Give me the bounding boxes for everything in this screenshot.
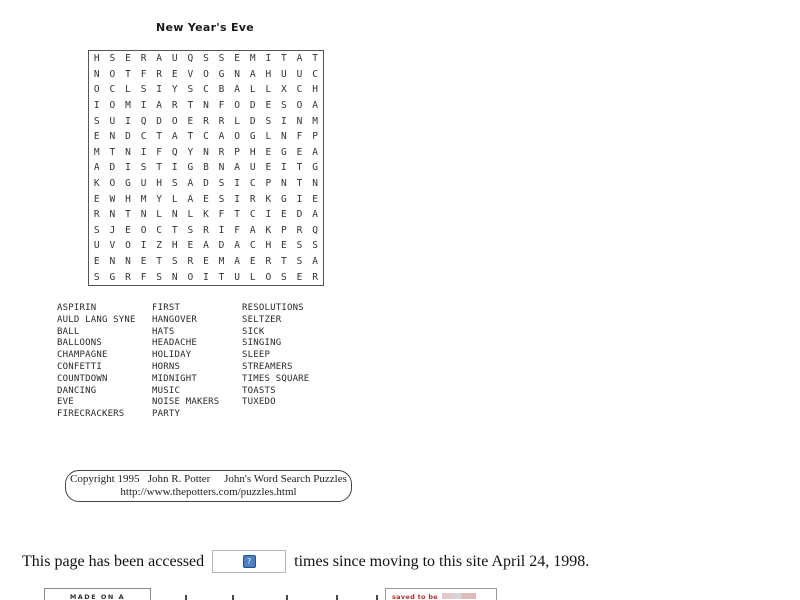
- grid-cell: A: [312, 209, 318, 221]
- grid-cell: N: [109, 131, 116, 143]
- grid-row: [89, 129, 323, 145]
- grid-cell: I: [171, 162, 178, 174]
- grid-cell: N: [312, 178, 318, 190]
- grid-cell: N: [125, 146, 131, 158]
- grid-cell: I: [203, 271, 209, 283]
- grid-cell: O: [140, 224, 147, 236]
- grid-cell: T: [218, 271, 225, 283]
- grid-cell: E: [265, 162, 272, 174]
- grid-cell: E: [171, 68, 178, 80]
- grid-cell: E: [265, 100, 272, 112]
- grid-cell: I: [140, 240, 147, 252]
- grid-cell: D: [218, 240, 225, 252]
- grid-cell: G: [187, 162, 194, 174]
- grid-cell: S: [203, 53, 209, 65]
- grid-cell: S: [93, 271, 100, 283]
- grid-cell: E: [125, 224, 131, 236]
- grid-row: [89, 145, 323, 161]
- grid-cell: A: [296, 53, 303, 65]
- grid-cell: T: [156, 131, 163, 143]
- grid-cell: N: [109, 256, 116, 268]
- grid-cell: S: [312, 240, 318, 252]
- grid-cell: Q: [171, 146, 178, 158]
- grid-cell: C: [203, 131, 209, 143]
- grid-cell: S: [281, 100, 287, 112]
- word-list-item: PARTY: [152, 409, 181, 420]
- grid-cell: Y: [187, 146, 194, 158]
- grid-cell: I: [281, 162, 287, 174]
- grid-cell: B: [218, 84, 225, 96]
- made-on-a-badge-label: MADE ON A: [69, 593, 126, 600]
- grid-cell: E: [140, 256, 147, 268]
- word-list-item: BALLOONS: [57, 338, 102, 349]
- grid-cell: E: [93, 256, 100, 268]
- grid-cell: D: [249, 100, 256, 112]
- grid-cell: S: [171, 256, 178, 268]
- grid-cell: O: [203, 68, 209, 80]
- grid-cell: G: [281, 193, 287, 205]
- grid-row: [89, 223, 323, 239]
- grid-cell: N: [234, 68, 240, 80]
- grid-cell: M: [125, 100, 131, 112]
- grid-row: [89, 82, 323, 98]
- grid-cell: R: [203, 115, 209, 127]
- grid-cell: R: [93, 209, 100, 221]
- grid-row: [89, 51, 323, 67]
- grid-cell: D: [125, 131, 131, 143]
- grid-cell: E: [265, 146, 272, 158]
- grid-cell: N: [218, 162, 225, 174]
- grid-cell: E: [281, 240, 287, 252]
- word-search-grid: [88, 50, 324, 286]
- grid-cell: U: [234, 271, 240, 283]
- badge-extra-marks: [442, 593, 476, 599]
- grid-row: [89, 67, 323, 83]
- grid-cell: I: [265, 53, 272, 65]
- grid-cell: O: [125, 240, 131, 252]
- word-list-item: RESOLUTIONS: [242, 303, 304, 313]
- grid-row: [89, 254, 323, 270]
- grid-cell: H: [265, 240, 272, 252]
- grid-cell: A: [156, 53, 163, 65]
- right-footer-badge-label: saved to be: [392, 593, 439, 600]
- grid-cell: S: [171, 178, 178, 190]
- word-list-item: MUSIC: [152, 385, 181, 396]
- grid-cell: H: [249, 146, 256, 158]
- grid-cell: I: [281, 115, 287, 127]
- grid-cell: E: [93, 193, 100, 205]
- grid-cell: K: [93, 178, 100, 190]
- grid-cell: S: [296, 240, 303, 252]
- copyright-url: http://www.thepotters.com/puzzles.html: [120, 486, 297, 498]
- grid-cell: T: [171, 224, 178, 236]
- grid-cell: I: [265, 209, 272, 221]
- grid-cell: L: [249, 84, 256, 96]
- grid-cell: L: [187, 209, 194, 221]
- grid-cell: I: [296, 193, 303, 205]
- grid-cell: Z: [156, 240, 163, 252]
- clipped-text-mark: [376, 595, 378, 600]
- grid-cell: T: [281, 256, 287, 268]
- grid-cell: N: [296, 115, 303, 127]
- grid-cell: G: [125, 178, 131, 190]
- grid-cell: L: [265, 131, 272, 143]
- grid-cell: P: [234, 146, 240, 158]
- grid-cell: T: [109, 146, 116, 158]
- word-list-item: DANCING: [57, 385, 97, 396]
- grid-cell: I: [140, 100, 147, 112]
- grid-cell: A: [234, 162, 240, 174]
- grid-cell: E: [249, 256, 256, 268]
- grid-cell: G: [218, 68, 225, 80]
- grid-cell: H: [312, 84, 318, 96]
- grid-cell: U: [296, 68, 303, 80]
- grid-cell: T: [234, 209, 240, 221]
- grid-cell: E: [281, 209, 287, 221]
- grid-cell: T: [296, 162, 303, 174]
- grid-cell: R: [140, 53, 147, 65]
- grid-cell: O: [109, 178, 116, 190]
- grid-cell: R: [203, 224, 209, 236]
- grid-cell: N: [281, 131, 287, 143]
- grid-row: [89, 191, 323, 207]
- grid-cell: H: [156, 178, 163, 190]
- grid-cell: K: [265, 193, 272, 205]
- grid-cell: M: [93, 146, 100, 158]
- grid-row: [89, 160, 323, 176]
- grid-row: [89, 98, 323, 114]
- grid-cell: D: [249, 115, 256, 127]
- grid-cell: A: [218, 131, 225, 143]
- grid-cell: H: [171, 240, 178, 252]
- grid-row: [89, 176, 323, 192]
- grid-cell: N: [171, 271, 178, 283]
- clipped-text-mark: [286, 595, 288, 600]
- grid-cell: Q: [187, 53, 194, 65]
- grid-cell: T: [281, 53, 287, 65]
- grid-cell: T: [125, 209, 131, 221]
- grid-cell: E: [234, 53, 240, 65]
- grid-cell: A: [187, 178, 194, 190]
- grid-cell: T: [125, 68, 131, 80]
- grid-cell: E: [187, 240, 194, 252]
- grid-cell: P: [312, 131, 318, 143]
- grid-cell: R: [312, 271, 318, 283]
- grid-cell: N: [125, 256, 131, 268]
- right-footer-badge[interactable]: [385, 588, 497, 600]
- grid-cell: G: [281, 146, 287, 158]
- broken-image-icon: ?: [243, 555, 256, 568]
- grid-cell: F: [234, 224, 240, 236]
- grid-cell: A: [93, 162, 100, 174]
- word-list-item: HEADACHE: [152, 338, 197, 349]
- grid-cell: Y: [171, 84, 178, 96]
- word-list-item: FIRST: [152, 303, 181, 313]
- word-list-item: NOISE MAKERS: [152, 397, 220, 408]
- word-list-column-2: [152, 303, 219, 421]
- grid-cell: S: [93, 224, 100, 236]
- grid-cell: F: [140, 271, 147, 283]
- word-list-item: SINGING: [242, 338, 282, 349]
- word-list-item: STREAMERS: [242, 361, 293, 372]
- word-list-item: COUNTDOWN: [57, 373, 108, 384]
- grid-cell: P: [265, 178, 272, 190]
- grid-cell: C: [140, 131, 147, 143]
- grid-cell: O: [234, 100, 240, 112]
- access-text-after: times since moving to this site April 24, 1998.: [294, 552, 590, 570]
- grid-cell: G: [249, 131, 256, 143]
- grid-cell: C: [296, 84, 303, 96]
- grid-cell: A: [312, 146, 318, 158]
- word-list-item: TIMES SQUARE: [242, 373, 310, 384]
- grid-cell: S: [218, 53, 225, 65]
- grid-cell: A: [234, 256, 240, 268]
- grid-cell: E: [187, 115, 194, 127]
- grid-cell: N: [93, 68, 100, 80]
- grid-cell: S: [296, 256, 303, 268]
- grid-cell: U: [171, 53, 178, 65]
- word-list-item: MIDNIGHT: [152, 373, 197, 384]
- grid-cell: I: [125, 115, 131, 127]
- grid-cell: M: [312, 115, 318, 127]
- word-list-item: HOLIDAY: [152, 350, 192, 361]
- grid-cell: R: [187, 256, 194, 268]
- grid-cell: U: [109, 115, 116, 127]
- grid-cell: T: [312, 53, 318, 65]
- grid-cell: S: [281, 271, 287, 283]
- grid-cell: G: [109, 271, 116, 283]
- grid-cell: H: [93, 53, 100, 65]
- grid-row: [89, 238, 323, 254]
- word-list-item: TUXEDO: [242, 397, 276, 408]
- grid-cell: A: [312, 100, 318, 112]
- word-list-item: BALL: [57, 326, 80, 337]
- grid-row: [89, 207, 323, 223]
- grid-cell: C: [156, 224, 163, 236]
- access-text-before: This page has been accessed: [22, 552, 205, 570]
- grid-cell: U: [93, 240, 100, 252]
- grid-cell: F: [218, 209, 225, 221]
- grid-cell: D: [156, 115, 163, 127]
- grid-cell: C: [203, 84, 209, 96]
- grid-cell: O: [171, 115, 178, 127]
- grid-cell: F: [218, 100, 225, 112]
- word-list-item: CONFETTI: [57, 361, 102, 372]
- grid-cell: O: [234, 131, 240, 143]
- grid-cell: A: [249, 224, 256, 236]
- grid-cell: I: [218, 224, 225, 236]
- grid-cell: C: [249, 240, 256, 252]
- grid-cell: T: [156, 162, 163, 174]
- grid-cell: S: [187, 84, 194, 96]
- grid-cell: E: [296, 271, 303, 283]
- grid-cell: S: [93, 115, 100, 127]
- grid-cell: E: [203, 256, 209, 268]
- grid-cell: R: [218, 146, 225, 158]
- grid-cell: N: [281, 178, 287, 190]
- grid-cell: J: [109, 224, 116, 236]
- grid-cell: R: [249, 193, 256, 205]
- grid-cell: S: [265, 115, 272, 127]
- word-list-item: HORNS: [152, 361, 181, 372]
- word-list-item: TOASTS: [242, 385, 276, 396]
- grid-cell: S: [140, 84, 147, 96]
- grid-cell: N: [203, 146, 209, 158]
- grid-cell: T: [187, 100, 194, 112]
- grid-cell: E: [296, 146, 303, 158]
- grid-cell: L: [234, 115, 240, 127]
- grid-cell: R: [156, 68, 163, 80]
- grid-cell: M: [140, 193, 147, 205]
- word-list-item: FIRECRACKERS: [57, 409, 125, 420]
- grid-cell: O: [296, 100, 303, 112]
- copyright-line1: Copyright 1995 John R. Potter John's Word Search Puzzles: [70, 473, 347, 485]
- grid-cell: E: [203, 193, 209, 205]
- grid-cell: O: [187, 271, 194, 283]
- grid-cell: M: [249, 53, 256, 65]
- clipped-text-mark: [232, 595, 234, 600]
- grid-cell: S: [140, 162, 147, 174]
- grid-cell: T: [296, 178, 303, 190]
- grid-cell: A: [234, 84, 240, 96]
- grid-cell: P: [281, 224, 287, 236]
- grid-cell: U: [249, 162, 256, 174]
- grid-cell: S: [156, 271, 163, 283]
- word-list-item: AULD LANG SYNE: [57, 314, 136, 325]
- grid-cell: C: [312, 68, 318, 80]
- grid-cell: L: [125, 84, 131, 96]
- grid-cell: H: [125, 193, 131, 205]
- grid-cell: G: [312, 162, 318, 174]
- grid-cell: I: [125, 162, 131, 174]
- grid-cell: I: [156, 84, 163, 96]
- grid-cell: L: [171, 193, 178, 205]
- grid-cell: D: [109, 162, 116, 174]
- grid-cell: S: [218, 178, 225, 190]
- grid-cell: Q: [140, 115, 147, 127]
- word-list-item: SICK: [242, 326, 265, 337]
- grid-cell: T: [187, 131, 194, 143]
- grid-cell: I: [93, 100, 100, 112]
- puzzle-title: New Year's Eve: [155, 21, 254, 34]
- grid-cell: L: [265, 84, 272, 96]
- grid-cell: B: [203, 162, 209, 174]
- grid-cell: C: [109, 84, 116, 96]
- grid-cell: I: [234, 193, 240, 205]
- hit-counter-sentence: [22, 550, 589, 573]
- grid-cell: A: [234, 240, 240, 252]
- grid-row: [89, 269, 323, 285]
- grid-cell: L: [156, 209, 163, 221]
- grid-cell: O: [265, 271, 272, 283]
- grid-cell: H: [265, 68, 272, 80]
- grid-cell: F: [140, 68, 147, 80]
- grid-cell: E: [125, 53, 131, 65]
- grid-cell: N: [203, 100, 209, 112]
- grid-cell: U: [281, 68, 287, 80]
- grid-cell: D: [203, 178, 209, 190]
- word-list-item: SELTZER: [242, 314, 282, 325]
- word-list-item: ASPIRIN: [57, 303, 97, 313]
- grid-cell: S: [187, 224, 194, 236]
- grid-cell: Y: [156, 193, 163, 205]
- grid-cell: W: [109, 193, 116, 205]
- grid-cell: A: [171, 131, 178, 143]
- grid-cell: L: [249, 271, 256, 283]
- grid-cell: N: [109, 209, 116, 221]
- grid-cell: O: [109, 68, 116, 80]
- grid-cell: S: [109, 53, 116, 65]
- grid-cell: R: [218, 115, 225, 127]
- grid-cell: I: [234, 178, 240, 190]
- copyright-box: [65, 470, 352, 502]
- word-list-column-1: [57, 303, 136, 421]
- grid-cell: C: [249, 209, 256, 221]
- grid-cell: K: [265, 224, 272, 236]
- grid-cell: F: [296, 131, 303, 143]
- word-list-column-3: [242, 303, 309, 409]
- grid-cell: A: [312, 256, 318, 268]
- grid-cell: U: [140, 178, 147, 190]
- grid-cell: T: [156, 256, 163, 268]
- clipped-text-mark: [185, 595, 187, 600]
- grid-cell: Q: [312, 224, 318, 236]
- grid-cell: O: [109, 100, 116, 112]
- grid-cell: A: [203, 240, 209, 252]
- grid-cell: D: [296, 209, 303, 221]
- grid-cell: N: [140, 209, 147, 221]
- grid-cell: R: [265, 256, 272, 268]
- grid-cell: A: [156, 100, 163, 112]
- grid-cell: R: [125, 271, 131, 283]
- grid-cell: E: [312, 193, 318, 205]
- grid-cell: A: [187, 193, 194, 205]
- word-list-item: HANGOVER: [152, 314, 197, 325]
- grid-cell: X: [281, 84, 287, 96]
- hit-counter-box: [212, 550, 286, 573]
- grid-cell: S: [218, 193, 225, 205]
- grid-cell: R: [296, 224, 303, 236]
- grid-cell: N: [171, 209, 178, 221]
- grid-cell: M: [218, 256, 225, 268]
- grid-cell: K: [203, 209, 209, 221]
- clipped-text-mark: [336, 595, 338, 600]
- grid-cell: R: [171, 100, 178, 112]
- word-list-item: CHAMPAGNE: [57, 350, 108, 361]
- grid-cell: O: [93, 84, 100, 96]
- grid-cell: I: [140, 146, 147, 158]
- made-on-a-badge[interactable]: [44, 588, 151, 600]
- word-list-item: SLEEP: [242, 350, 271, 361]
- grid-cell: A: [249, 68, 256, 80]
- word-list-item: HATS: [152, 326, 175, 337]
- grid-cell: E: [93, 131, 100, 143]
- grid-cell: V: [109, 240, 116, 252]
- word-list-item: EVE: [57, 397, 74, 408]
- grid-cell: F: [156, 146, 163, 158]
- grid-row: [89, 113, 323, 129]
- grid-cell: C: [249, 178, 256, 190]
- grid-cell: V: [187, 68, 194, 80]
